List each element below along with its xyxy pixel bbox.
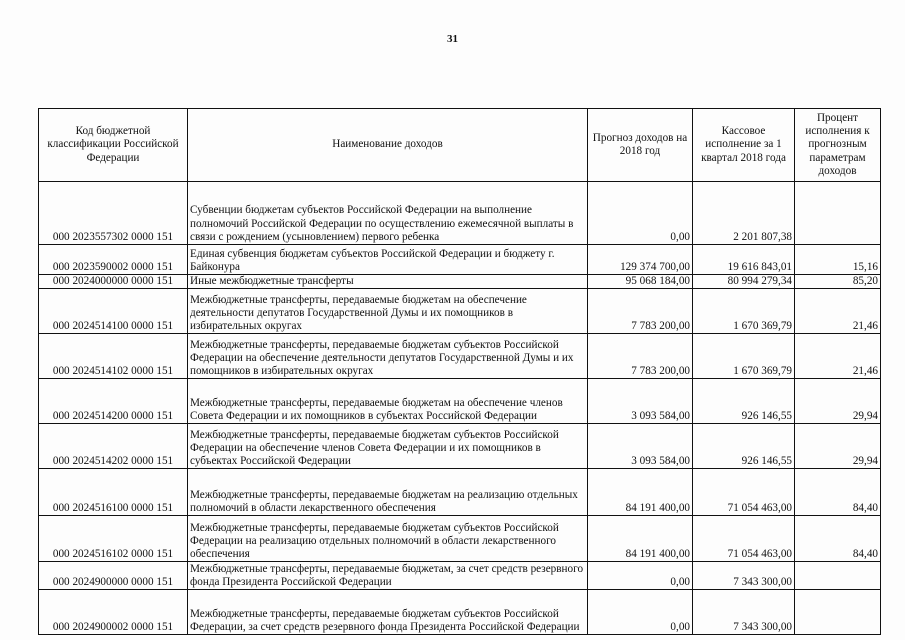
row-code: 000 2024516100 0000 151 <box>39 469 188 516</box>
header-forecast: Прогноз доходов на 2018 год <box>588 109 693 182</box>
header-percent: Процент исполнения к прогнозным параметрам доходов <box>795 109 881 182</box>
row-name: Межбюджетные трансферты, передаваемые бюджетам субъектов Российской Федерации на реализацию отдельных полномочий в области лекарственного обеспечения <box>188 516 588 562</box>
header-code: Код бюджетной классификации Российской Федерации <box>39 109 188 182</box>
row-execution: 1 670 369,79 <box>693 289 795 334</box>
row-execution: 2 201 807,38 <box>693 182 795 245</box>
row-code: 000 2024516102 0000 151 <box>39 516 188 562</box>
row-execution: 71 054 463,00 <box>693 516 795 562</box>
row-name: Межбюджетные трансферты, передаваемые бюджетам субъектов Российской Федерации на обеспечение деятельности депутатов Государственной Думы и их помощников в избирательных округах <box>188 334 588 379</box>
row-percent: 29,94 <box>795 379 881 424</box>
row-percent <box>795 182 881 245</box>
page-number: 31 <box>447 33 458 45</box>
table-row <box>39 469 881 516</box>
row-code: 000 2024000000 0000 151 <box>39 275 188 289</box>
row-forecast: 84 191 400,00 <box>588 516 693 562</box>
row-execution: 926 146,55 <box>693 379 795 424</box>
table-row <box>39 334 881 379</box>
row-percent: 15,16 <box>795 245 881 275</box>
row-execution: 7 343 300,00 <box>693 590 795 635</box>
row-code: 000 2023590002 0000 151 <box>39 245 188 275</box>
row-forecast: 95 068 184,00 <box>588 275 693 289</box>
table-row <box>39 245 881 275</box>
row-code: 000 2024900000 0000 151 <box>39 562 188 590</box>
row-percent: 29,94 <box>795 424 881 469</box>
row-percent: 21,46 <box>795 289 881 334</box>
row-name: Межбюджетные трансферты, передаваемые бюджетам субъектов Российской Федерации на обеспечение членов Совета Федерации и их помощников в субъектах Российской Федерации <box>188 424 588 469</box>
row-forecast: 0,00 <box>588 562 693 590</box>
row-percent <box>795 562 881 590</box>
row-percent <box>795 590 881 635</box>
row-name: Субвенции бюджетам субъектов Российской Федерации на выполнение полномочий Российской Федерации по осуществлению ежемесячной выплаты в связи с рождением (усыновлением) первого ребенка <box>188 182 588 245</box>
row-percent: 21,46 <box>795 334 881 379</box>
table-row <box>39 424 881 469</box>
table-row <box>39 590 881 635</box>
row-percent: 85,20 <box>795 275 881 289</box>
budget-income-table <box>38 108 881 635</box>
row-percent: 84,40 <box>795 516 881 562</box>
row-name: Межбюджетные трансферты, передаваемые бюджетам субъектов Российской Федерации, за счет средств резервного фонда Президента Российской Федерации <box>188 590 588 635</box>
table-row <box>39 379 881 424</box>
row-forecast: 0,00 <box>588 590 693 635</box>
row-forecast: 7 783 200,00 <box>588 289 693 334</box>
table-row <box>39 289 881 334</box>
row-code: 000 2024900002 0000 151 <box>39 590 188 635</box>
row-name: Межбюджетные трансферты, передаваемые бюджетам, за счет средств резервного фонда Президента Российской Федерации <box>188 562 588 590</box>
row-forecast: 129 374 700,00 <box>588 245 693 275</box>
table-row <box>39 516 881 562</box>
table-row <box>39 275 881 289</box>
row-forecast: 84 191 400,00 <box>588 469 693 516</box>
table-header-row <box>39 109 881 182</box>
row-forecast: 7 783 200,00 <box>588 334 693 379</box>
row-name: Межбюджетные трансферты, передаваемые бюджетам на обеспечение деятельности депутатов Государственной Думы и их помощников в избирательных округах <box>188 289 588 334</box>
row-forecast: 3 093 584,00 <box>588 379 693 424</box>
table-row <box>39 182 881 245</box>
row-execution: 80 994 279,34 <box>693 275 795 289</box>
row-code: 000 2024514200 0000 151 <box>39 379 188 424</box>
row-forecast: 3 093 584,00 <box>588 424 693 469</box>
header-execution: Кассовое исполнение за 1 квартал 2018 года <box>693 109 795 182</box>
row-name: Иные межбюджетные трансферты <box>188 275 588 289</box>
row-code: 000 2024514102 0000 151 <box>39 334 188 379</box>
row-code: 000 2023557302 0000 151 <box>39 182 188 245</box>
row-percent: 84,40 <box>795 469 881 516</box>
row-name: Межбюджетные трансферты, передаваемые бюджетам на реализацию отдельных полномочий в области лекарственного обеспечения <box>188 469 588 516</box>
row-execution: 71 054 463,00 <box>693 469 795 516</box>
header-name: Наименование доходов <box>188 109 588 182</box>
row-name: Единая субвенция бюджетам субъектов Российской Федерации и бюджету г. Байконура <box>188 245 588 275</box>
row-execution: 926 146,55 <box>693 424 795 469</box>
row-code: 000 2024514100 0000 151 <box>39 289 188 334</box>
row-execution: 1 670 369,79 <box>693 334 795 379</box>
row-forecast: 0,00 <box>588 182 693 245</box>
row-execution: 7 343 300,00 <box>693 562 795 590</box>
row-code: 000 2024514202 0000 151 <box>39 424 188 469</box>
table-row <box>39 562 881 590</box>
row-execution: 19 616 843,01 <box>693 245 795 275</box>
row-name: Межбюджетные трансферты, передаваемые бюджетам на обеспечение членов Совета Федерации и их помощников в субъектах Российской Федерации <box>188 379 588 424</box>
